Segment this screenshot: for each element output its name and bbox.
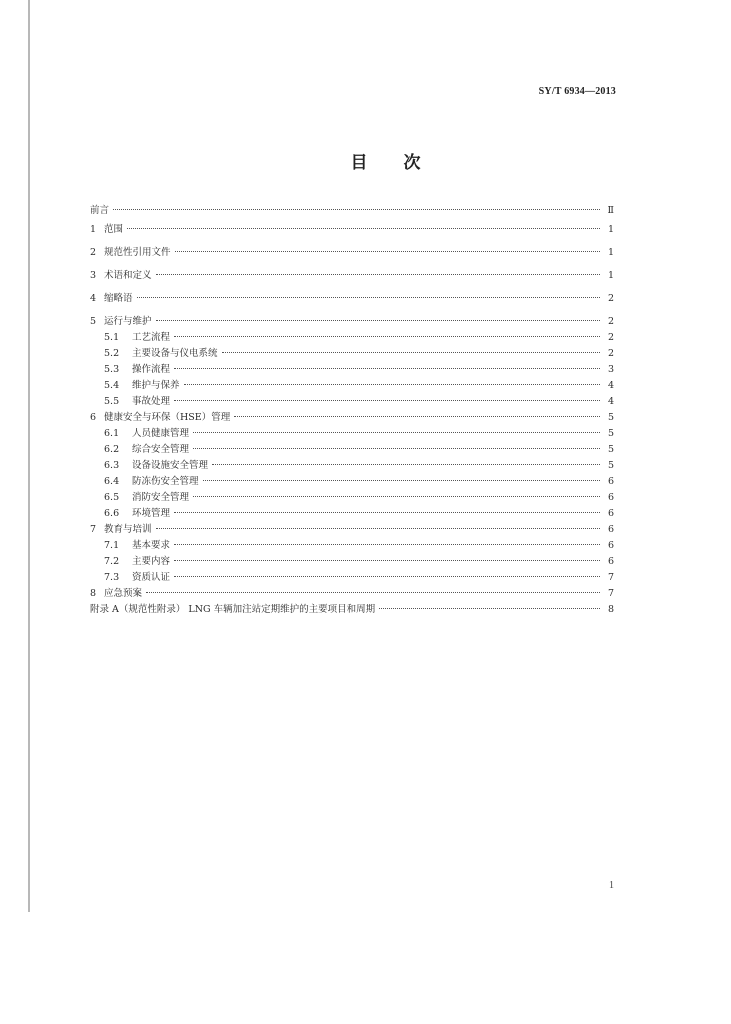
toc-entry-page: 1 — [607, 224, 614, 235]
toc-dot-leader — [193, 432, 600, 433]
toc-entry-label: 教育与培训 — [104, 524, 152, 535]
table-of-contents — [90, 205, 614, 615]
toc-entry-label: 范围 — [104, 224, 124, 235]
toc-dot-leader — [222, 352, 600, 353]
toc-dot-leader — [379, 608, 600, 609]
toc-entry-page: 4 — [607, 380, 614, 391]
toc-entry-number: 6.3 — [104, 460, 120, 471]
toc-entry[interactable] — [90, 524, 614, 535]
toc-entry-label: 基本要求 — [132, 540, 171, 551]
toc-entry[interactable] — [90, 588, 614, 599]
toc-entry-page: 6 — [607, 508, 614, 519]
toc-entry-page: 5 — [607, 460, 614, 471]
toc-entry-number: 5.5 — [104, 396, 120, 407]
toc-dot-leader — [137, 297, 600, 298]
toc-entry[interactable] — [90, 412, 614, 423]
toc-dot-leader — [184, 384, 600, 385]
toc-entry-label: 综合安全管理 — [132, 444, 190, 455]
toc-dot-leader — [174, 544, 600, 545]
toc-entry-page: 6 — [607, 476, 614, 487]
toc-entry-label: 操作流程 — [132, 364, 171, 375]
toc-entry[interactable] — [90, 572, 614, 583]
toc-entry-number: 7.3 — [104, 572, 120, 583]
toc-entry-number: 5.3 — [104, 364, 120, 375]
toc-entry-page: 8 — [607, 604, 614, 615]
toc-entry-label: 健康安全与环保（HSE）管理 — [104, 412, 231, 423]
toc-entry[interactable] — [90, 380, 614, 391]
toc-dot-leader — [174, 512, 600, 513]
toc-entry[interactable] — [90, 428, 614, 439]
toc-entry[interactable] — [90, 492, 614, 503]
toc-entry-number: 6.2 — [104, 444, 120, 455]
toc-entry-label: 附录 A（规范性附录） LNG 车辆加注站定期维护的主要项目和周期 — [90, 604, 376, 615]
toc-entry[interactable] — [90, 444, 614, 455]
toc-entry-page: 2 — [607, 293, 614, 304]
toc-entry-number: 6 — [90, 412, 97, 423]
toc-entry-label: 维护与保养 — [132, 380, 180, 391]
toc-entry-page: 3 — [607, 364, 614, 375]
toc-entry-label: 人员健康管理 — [132, 428, 190, 439]
toc-entry[interactable] — [90, 476, 614, 487]
toc-entry-label: 主要内容 — [132, 556, 171, 567]
page-number: 1 — [609, 880, 614, 891]
toc-entry-number: 7.1 — [104, 540, 120, 551]
toc-entry-number: 2 — [90, 247, 97, 258]
toc-entry-page: 5 — [607, 412, 614, 423]
toc-dot-leader — [175, 251, 600, 252]
toc-entry-number: 5 — [90, 316, 97, 327]
toc-heading-char-1: 目 — [350, 153, 368, 173]
toc-entry-page: Ⅱ — [607, 205, 614, 216]
page-left-edge-rule — [28, 0, 30, 912]
toc-dot-leader — [174, 400, 600, 401]
toc-entry-label: 工艺流程 — [132, 332, 171, 343]
toc-dot-leader — [113, 209, 600, 210]
toc-entry-page: 6 — [607, 524, 614, 535]
toc-entry-number: 7 — [90, 524, 97, 535]
toc-entry-label: 消防安全管理 — [132, 492, 190, 503]
toc-dot-leader — [174, 576, 600, 577]
toc-dot-leader — [174, 336, 600, 337]
toc-entry-number: 6.1 — [104, 428, 120, 439]
toc-entry-number: 6.5 — [104, 492, 120, 503]
toc-entry-number: 5.1 — [104, 332, 120, 343]
toc-dot-leader — [156, 528, 600, 529]
toc-entry-label: 运行与维护 — [104, 316, 152, 327]
toc-heading-char-2: 次 — [403, 153, 421, 173]
toc-entry[interactable] — [90, 508, 614, 519]
toc-dot-leader — [212, 464, 600, 465]
toc-entry-label: 术语和定义 — [104, 270, 152, 281]
toc-entry[interactable] — [90, 332, 614, 343]
toc-dot-leader — [146, 592, 600, 593]
toc-entry-label: 设备设施安全管理 — [132, 460, 209, 471]
toc-entry-page: 4 — [607, 396, 614, 407]
toc-entry-number: 5.4 — [104, 380, 120, 391]
toc-entry-label: 规范性引用文件 — [104, 247, 171, 258]
toc-heading — [0, 148, 731, 173]
toc-entry-page: 6 — [607, 556, 614, 567]
toc-entry-page: 2 — [607, 316, 614, 327]
toc-dot-leader — [234, 416, 600, 417]
toc-entry-number: 6.4 — [104, 476, 120, 487]
toc-entry-label: 缩略语 — [104, 293, 133, 304]
toc-entry[interactable] — [90, 270, 614, 281]
toc-dot-leader — [193, 448, 600, 449]
toc-entry-label: 事故处理 — [132, 396, 171, 407]
toc-entry-label: 前言 — [90, 205, 110, 216]
toc-entry-page: 1 — [607, 270, 614, 281]
toc-entry-label: 环境管理 — [132, 508, 171, 519]
toc-entry-page: 5 — [607, 444, 614, 455]
toc-dot-leader — [193, 496, 600, 497]
toc-entry-page: 1 — [607, 247, 614, 258]
toc-dot-leader — [174, 560, 600, 561]
toc-entry[interactable] — [90, 247, 614, 258]
toc-entry-label: 应急预案 — [104, 588, 143, 599]
toc-entry-label: 主要设备与仪电系统 — [132, 348, 218, 359]
toc-entry-number: 5.2 — [104, 348, 120, 359]
toc-entry[interactable] — [90, 348, 614, 359]
toc-entry[interactable] — [90, 460, 614, 471]
toc-entry[interactable] — [90, 604, 614, 615]
toc-entry-label: 防冻伤安全管理 — [132, 476, 199, 487]
toc-dot-leader — [156, 274, 600, 275]
toc-entry[interactable] — [90, 316, 614, 327]
toc-entry-page: 7 — [607, 588, 614, 599]
toc-entry-page: 6 — [607, 492, 614, 503]
toc-entry[interactable] — [90, 396, 614, 407]
toc-entry-label: 资质认证 — [132, 572, 171, 583]
toc-entry-number: 7.2 — [104, 556, 120, 567]
toc-entry[interactable] — [90, 224, 614, 235]
toc-entry[interactable] — [90, 293, 614, 304]
toc-entry-page: 7 — [607, 572, 614, 583]
standard-code: SY/T 6934—2013 — [538, 86, 616, 97]
toc-entry-number: 3 — [90, 270, 97, 281]
toc-entry-page: 2 — [607, 348, 614, 359]
toc-entry-page: 2 — [607, 332, 614, 343]
toc-entry-number: 4 — [90, 293, 97, 304]
toc-dot-leader — [203, 480, 600, 481]
toc-entry-page: 5 — [607, 428, 614, 439]
toc-entry-number: 6.6 — [104, 508, 120, 519]
toc-entry[interactable] — [90, 556, 614, 567]
toc-dot-leader — [156, 320, 600, 321]
toc-entry[interactable] — [90, 364, 614, 375]
toc-dot-leader — [174, 368, 600, 369]
toc-entry[interactable] — [90, 205, 614, 216]
toc-entry[interactable] — [90, 540, 614, 551]
toc-entry-number: 1 — [90, 224, 97, 235]
toc-entry-number: 8 — [90, 588, 97, 599]
toc-dot-leader — [127, 228, 600, 229]
toc-entry-page: 6 — [607, 540, 614, 551]
